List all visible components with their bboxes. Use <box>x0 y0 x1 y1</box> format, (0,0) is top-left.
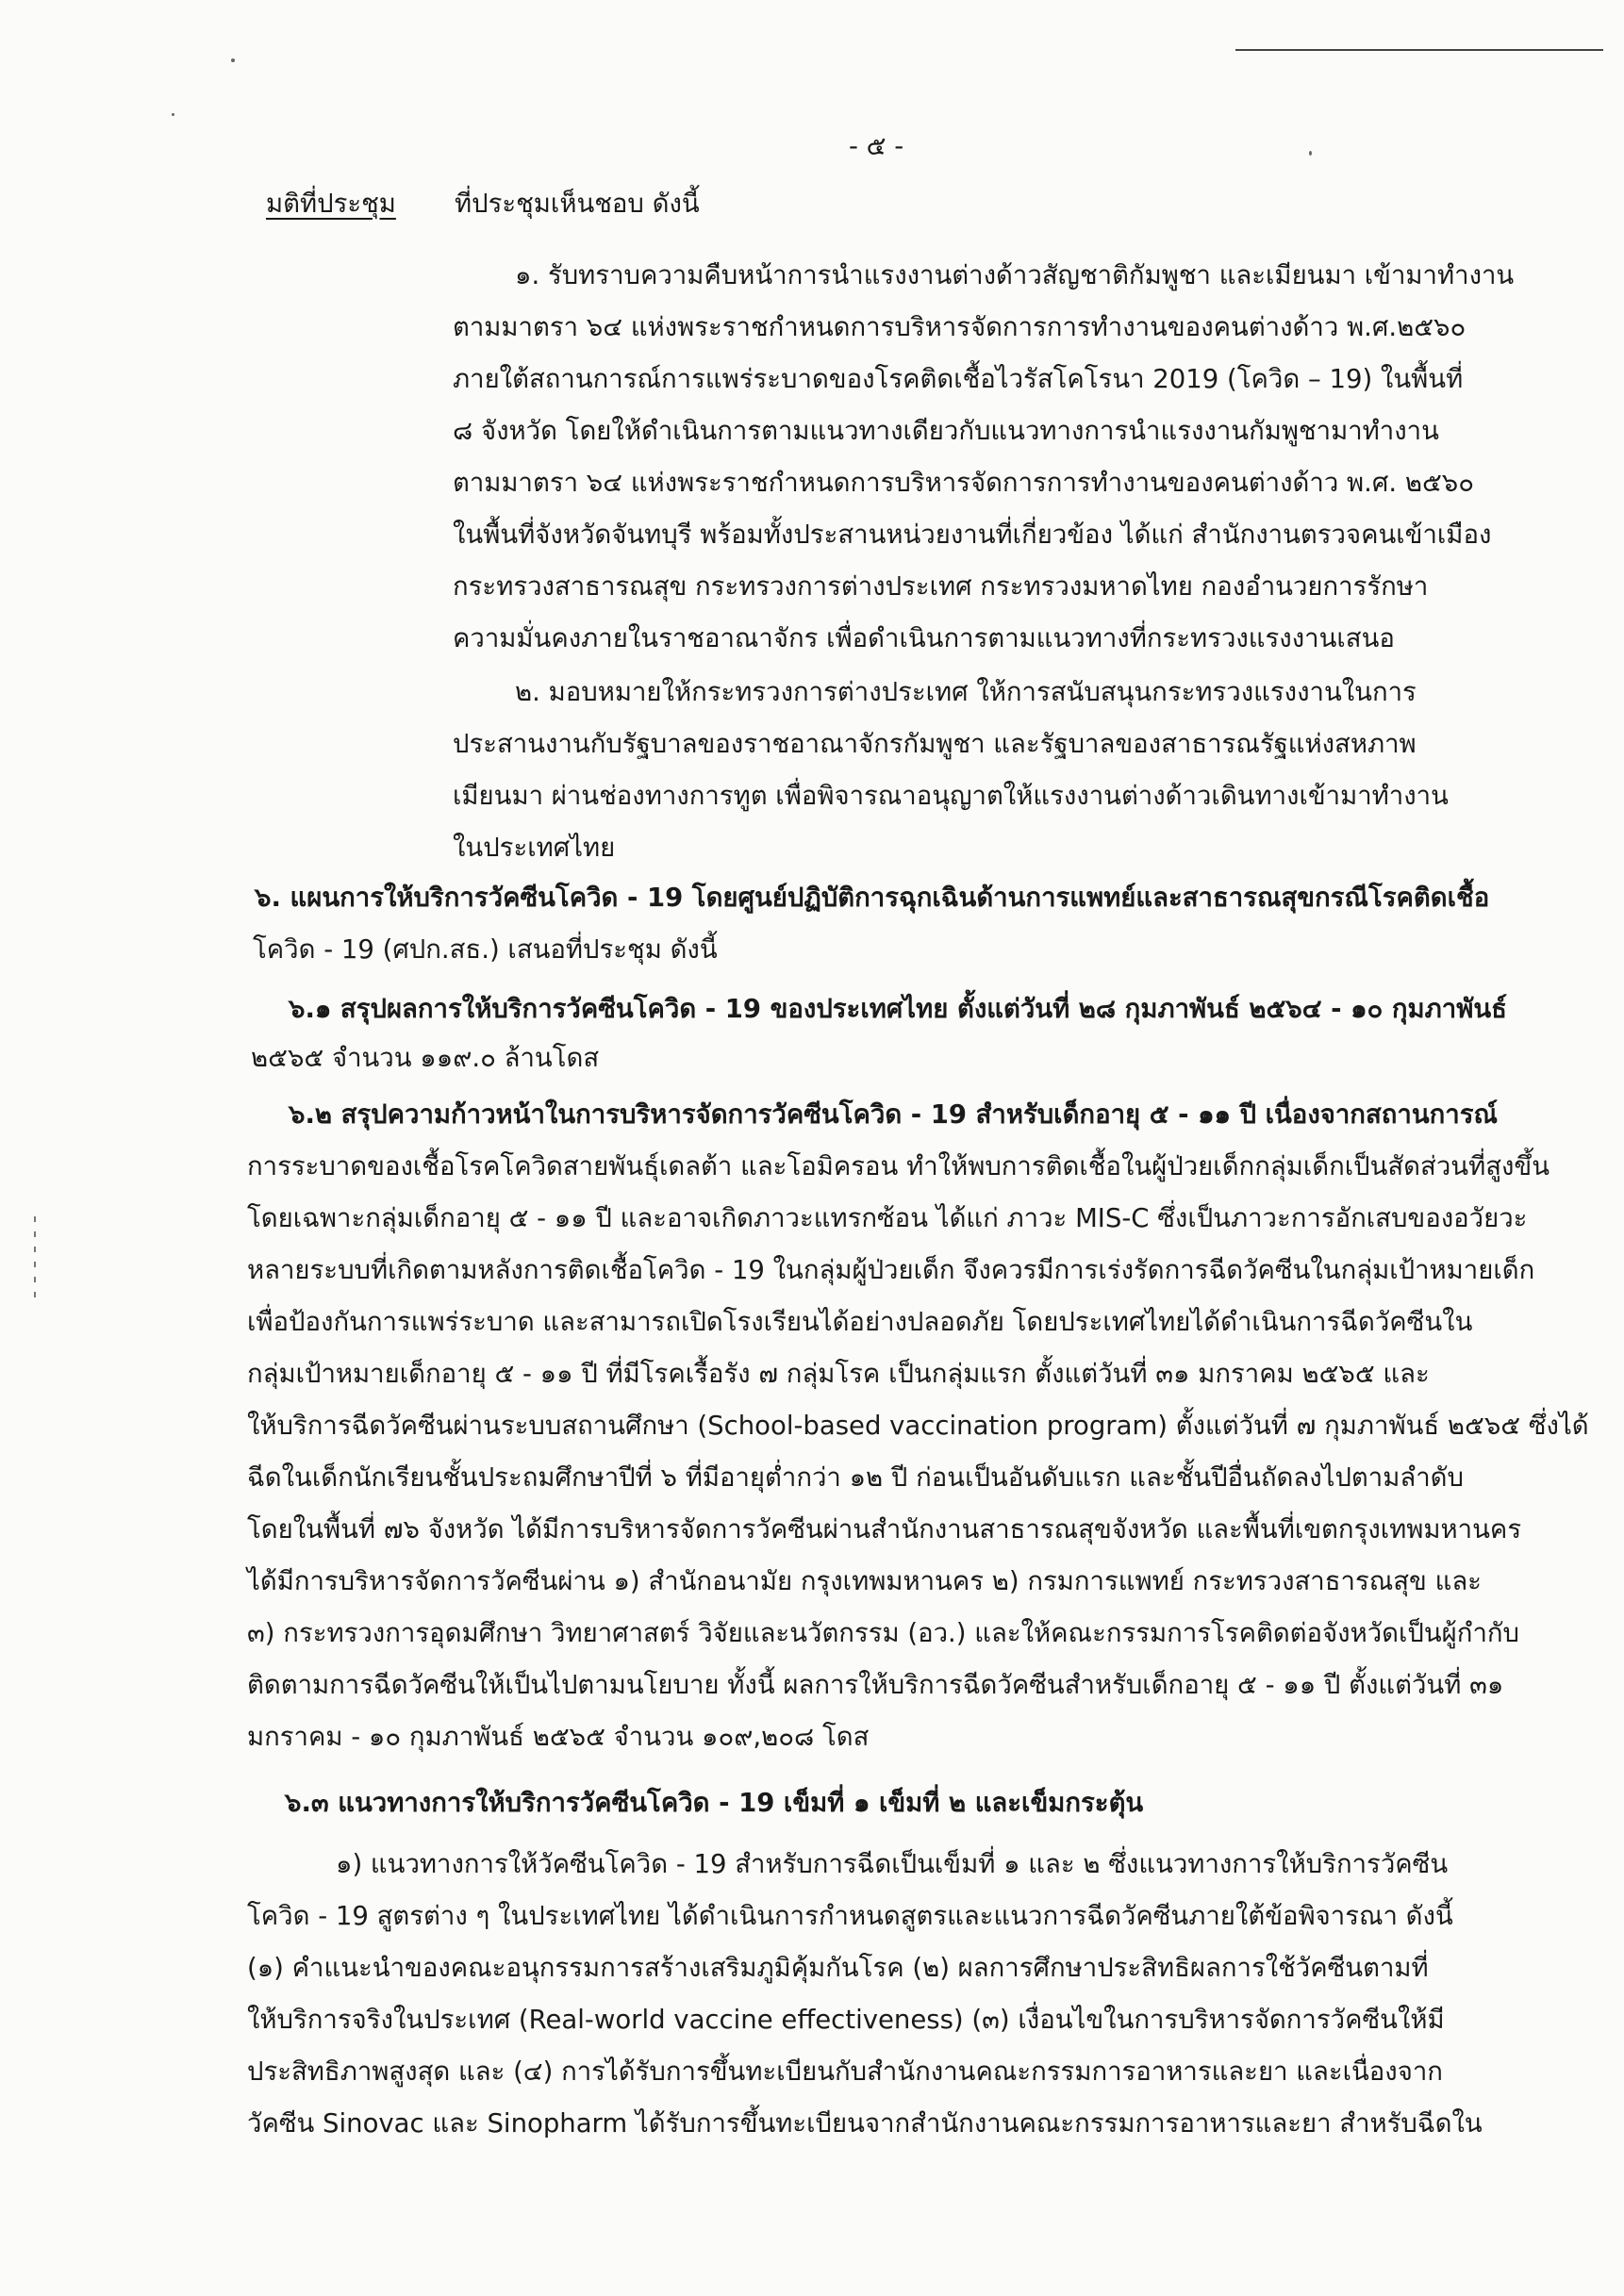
section6-2-line: มกราคม - ๑๐ กุมภาพันธ์ ๒๕๖๕ จำนวน ๑๐๙,๒๐๘ โดส <box>247 1722 870 1752</box>
section6-2-line: ติดตามการฉีดวัคซีนให้เป็นไปตามนโยบาย ทั้งนี้ ผลการให้บริการฉีดวัคซีนสำหรับเด็กอายุ ๕ - ๑๑ ปี ตั้งแต่วันที่ ๓๑ <box>247 1670 1504 1700</box>
section6-line: โควิด - 19 (ศปก.สธ.) เสนอที่ประชุม ดังนี้ <box>253 934 718 965</box>
item1-line: ตามมาตรา ๖๔ แห่งพระราชกำหนดการบริหารจัดการการทำงานของคนต่างด้าว พ.ศ. ๒๕๖๐ <box>453 468 1475 498</box>
section6-3-heading: ๖.๓ แนวทางการให้บริการวัคซีนโควิด - 19 เข็มที่ ๑ เข็มที่ ๒ และเข็มกระตุ้น <box>285 1788 1144 1818</box>
section6-2-line: การระบาดของเชื้อโรคโควิดสายพันธุ์เดลต้า และโอมิครอน ทำให้พบการติดเชื้อในผู้ป่วยเด็กกลุ่มเด็กเป็นสัดส่วนที่สูงขึ้น <box>247 1151 1550 1181</box>
scan-edge-line <box>1235 49 1603 51</box>
section6-3-line: ให้บริการจริงในประเทศ (Real-world vaccine effectiveness) (๓) เงื่อนไขในการบริหารจัดการวัคซีนให้มี <box>247 2005 1445 2035</box>
section6-1-line: ๖.๑ สรุปผลการให้บริการวัคซีนโควิด - 19 ของประเทศไทย ตั้งแต่วันที่ ๒๘ กุมภาพันธ์ ๒๕๖๔ - ๑๐ กุมภาพันธ์ <box>289 994 1507 1024</box>
section6-3-line: วัคซีน Sinovac และ Sinopharm ได้รับการขึ้นทะเบียนจากสำนักงานคณะกรรมการอาหารและยา สำหรับฉีดใน <box>247 2108 1483 2139</box>
scan-speck <box>1309 151 1312 156</box>
item1-line: กระทรวงสาธารณสุข กระทรวงการต่างประเทศ กระทรวงมหาดไทย กองอำนวยการรักษา <box>453 571 1429 602</box>
section6-2-line: เพื่อป้องกันการแพร่ระบาด และสามารถเปิดโรงเรียนได้อย่างปลอดภัย โดยประเทศไทยได้ดำเนินการฉีดวัคซีนใน <box>247 1307 1473 1337</box>
resolution-label: มติที่ประชุม <box>266 189 396 219</box>
section6-3-line: ๑) แนวทางการให้วัคซีนโควิด - 19 สำหรับการฉีดเป็นเข็มที่ ๑ และ ๒ ซึ่งแนวทางการให้บริการวัคซีน <box>336 1849 1449 1879</box>
item1-line: ภายใต้สถานการณ์การแพร่ระบาดของโรคติดเชื้อไวรัสโคโรนา 2019 (โควิด – 19) ในพื้นที่ <box>453 364 1464 394</box>
resolution-intro: ที่ประชุมเห็นชอบ ดังนี้ <box>455 189 700 219</box>
page-number: - ๕ - <box>849 131 904 161</box>
section6-3-line: โควิด - 19 สูตรต่าง ๆ ในประเทศไทย ได้ดำเนินการกำหนดสูตรและแนวการฉีดวัคซีนภายใต้ข้อพิจารณา ดังนี้ <box>247 1901 1453 1931</box>
section6-1-line: ๒๕๖๕ จำนวน ๑๑๙.๐ ล้านโดส <box>251 1043 600 1073</box>
scan-speck <box>231 58 235 62</box>
section6-2-line: ได้มีการบริหารจัดการวัคซีนผ่าน ๑) สำนักอนามัย กรุงเทพมหานคร ๒) กรมการแพทย์ กระทรวงสาธารณสุข และ <box>247 1566 1482 1596</box>
section6-2-line: หลายระบบที่เกิดตามหลังการติดเชื้อโควิด - 19 ในกลุ่มผู้ป่วยเด็ก จึงควรมีการเร่งรัดการฉีดวัคซีนในกลุ่มเป้าหมายเด็ก <box>247 1255 1535 1285</box>
scan-edge-dots <box>34 1216 36 1301</box>
section6-2-line: โดยในพื้นที่ ๗๖ จังหวัด ได้มีการบริหารจัดการวัคซีนผ่านสำนักงานสาธารณสุขจังหวัด และพื้นที่เขตกรุงเทพมหานคร <box>247 1514 1522 1544</box>
item2-line: ในประเทศไทย <box>453 833 616 863</box>
item1-line: ความมั่นคงภายในราชอาณาจักร เพื่อดำเนินการตามแนวทางที่กระทรวงแรงงานเสนอ <box>453 623 1395 653</box>
section6-2-line: ฉีดในเด็กนักเรียนชั้นประถมศึกษาปีที่ ๖ ที่มีอายุต่ำกว่า ๑๒ ปี ก่อนเป็นอันดับแรก และชั้นปีอื่นถัดลงไปตามลำดับ <box>247 1462 1464 1493</box>
section6-3-line: (๑) คำแนะนำของคณะอนุกรรมการสร้างเสริมภูมิคุ้มกันโรค (๒) ผลการศึกษาประสิทธิผลการใช้วัคซีนตามที่ <box>247 1953 1429 1983</box>
section6-2-line: โดยเฉพาะกลุ่มเด็กอายุ ๕ - ๑๑ ปี และอาจเกิดภาวะแทรกซ้อน ได้แก่ ภาวะ MIS-C ซึ่งเป็นภาวะการอักเสบของอวัยวะ <box>247 1203 1528 1233</box>
section6-2-line: ๖.๒ สรุปความก้าวหน้าในการบริหารจัดการวัคซีนโควิด - 19 สำหรับเด็กอายุ ๕ - ๑๑ ปี เนื่องจากสถานการณ์ <box>289 1099 1499 1130</box>
section6-3-line: ประสิทธิภาพสูงสุด และ (๔) การได้รับการขึ้นทะเบียนกับสำนักงานคณะกรรมการอาหารและยา และเนื่องจาก <box>247 2056 1443 2087</box>
item2-line: ๒. มอบหมายให้กระทรวงการต่างประเทศ ให้การสนับสนุนกระทรวงแรงงานในการ <box>515 677 1417 707</box>
section6-line: ๖. แผนการให้บริการวัคซีนโควิด - 19 โดยศูนย์ปฏิบัติการฉุกเฉินด้านการแพทย์และสาธารณสุขกรณีโรคติดเชื้อ <box>255 883 1490 913</box>
item2-line: ประสานงานกับรัฐบาลของราชอาณาจักรกัมพูชา และรัฐบาลของสาธารณรัฐแห่งสหภาพ <box>453 729 1417 759</box>
item2-line: เมียนมา ผ่านช่องทางการทูต เพื่อพิจารณาอนุญาตให้แรงงานต่างด้าวเดินทางเข้ามาทำงาน <box>453 781 1449 811</box>
item1-line: ๘ จังหวัด โดยให้ดำเนินการตามแนวทางเดียวกับแนวทางการนำแรงงานกัมพูชามาทำงาน <box>453 416 1439 446</box>
item1-line: ในพื้นที่จังหวัดจันทบุรี พร้อมทั้งประสานหน่วยงานที่เกี่ยวข้อง ได้แก่ สำนักงานตรวจคนเข้าเมือง <box>453 520 1492 550</box>
section6-2-line: ๓) กระทรวงการอุดมศึกษา วิทยาศาสตร์ วิจัยและนวัตกรรม (อว.) และให้คณะกรรมการโรคติดต่อจังหวัดเป็นผู้กำกับ <box>247 1618 1519 1648</box>
section6-2-line: กลุ่มเป้าหมายเด็กอายุ ๕ - ๑๑ ปี ที่มีโรคเรื้อรัง ๗ กลุ่มโรค เป็นกลุ่มแรก ตั้งแต่วันที่ ๓๑ มกราคม ๒๕๖๕ และ <box>247 1359 1430 1389</box>
item1-line: ตามมาตรา ๖๔ แห่งพระราชกำหนดการบริหารจัดการการทำงานของคนต่างด้าว พ.ศ.๒๕๖๐ <box>453 312 1467 342</box>
section6-2-line: ให้บริการฉีดวัคซีนผ่านระบบสถานศึกษา (School-based vaccination program) ตั้งแต่วันที่ ๗ กุมภาพันธ์ ๒๕๖๕ ซึ่งได้ <box>247 1411 1589 1441</box>
scan-speck <box>172 113 174 116</box>
item1-line: ๑. รับทราบความคืบหน้าการนำแรงงานต่างด้าวสัญชาติกัมพูชา และเมียนมา เข้ามาทำงาน <box>515 260 1515 290</box>
